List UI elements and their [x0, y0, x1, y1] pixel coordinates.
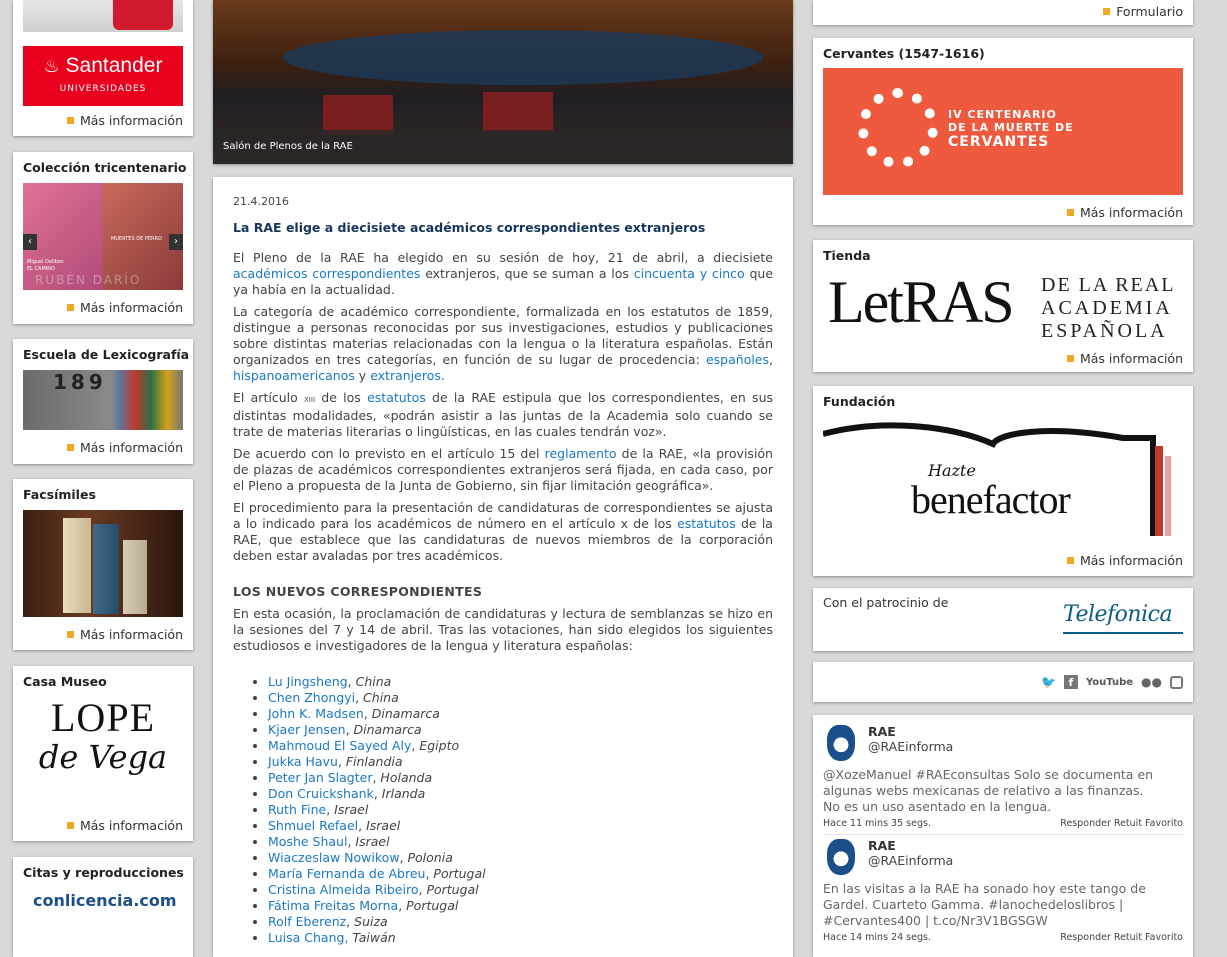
p5-text-b: de la RAE, que establece que las candidaturas de nuevos miembros de la corporación deben estar avaladas por tres académicos. [233, 516, 773, 563]
paragraph-4 [233, 446, 773, 494]
member-country: Portugal [433, 866, 486, 881]
paragraph-3 [233, 390, 773, 440]
facsimiles-box [13, 479, 193, 650]
telefonica-logo[interactable] [1063, 602, 1183, 636]
citas-title: Citas y reproducciones [23, 865, 184, 880]
member-separator: , [398, 898, 407, 913]
member-list-item [268, 914, 773, 930]
p4-text-b: de la RAE, «la provisión de plazas de académicos correspondientes extranjeros será fijada, en cada caso, por el Pleno a propuesta de la Junta de Gobierno, sin fijar limitación geográfica». [233, 446, 773, 493]
p1-text-a: El Pleno de la RAE ha elegido en su sesión de hoy, 21 de abril, a diecisiete [233, 250, 773, 265]
member-list-item [268, 802, 773, 818]
member-link[interactable]: Fátima Freitas Morna [268, 898, 399, 913]
member-separator: , [418, 882, 427, 897]
member-list-item [268, 898, 773, 914]
member-separator: , [411, 738, 420, 753]
facebook-icon[interactable]: f [1064, 675, 1078, 689]
santander-box [13, 0, 193, 136]
members-list [233, 674, 773, 946]
member-link[interactable]: Jukka Havu [268, 754, 338, 769]
member-country: Suiza [354, 914, 388, 929]
casa-museo-title: Casa Museo [23, 674, 107, 689]
tweet-time[interactable]: Hace 11 mins 35 segs. [823, 818, 931, 829]
tweet-meta [823, 932, 1183, 943]
cervantes-line3: CERVANTES [948, 134, 1050, 150]
fundacion-title: Fundación [823, 394, 896, 409]
coleccion-box [13, 152, 193, 324]
member-separator: , [355, 690, 364, 705]
benefactor-banner[interactable] [823, 416, 1183, 542]
book-left-author: Miguel Delibes [27, 259, 64, 265]
link-cincuenta-y-cinco[interactable]: cincuenta y cinco [633, 266, 745, 281]
member-separator: , [326, 802, 335, 817]
p3-text-a: El artículo [233, 390, 305, 405]
chevron-left-icon: ‹ [28, 236, 32, 247]
escuela-sign: 189 [53, 370, 107, 394]
p3-text-b: de los [315, 390, 368, 405]
member-link[interactable]: Shmuel Refael [268, 818, 359, 833]
member-separator: , [373, 786, 382, 801]
member-country: Polonia [407, 850, 453, 865]
tweet-avatar[interactable] [827, 725, 855, 761]
coleccion-carousel[interactable] [23, 183, 183, 290]
member-country: Dinamarca [353, 722, 422, 737]
member-country: Irlanda [381, 786, 426, 801]
social-box [813, 662, 1193, 702]
member-link[interactable]: Chen Zhongyi [268, 690, 356, 705]
member-link[interactable]: John K. Madsen [268, 706, 364, 721]
member-list-item [268, 690, 773, 706]
letras-logo-line3: ESPAÑOLA [1041, 320, 1168, 342]
tweet-actions[interactable]: Responder Retuit Favorito [1060, 818, 1183, 829]
link-hispanoamericanos[interactable]: hispanoamericanos [233, 368, 355, 383]
link-estatutos-2[interactable]: estatutos [677, 516, 736, 531]
paragraph-1 [233, 250, 773, 298]
escuela-more-link[interactable]: Más información [67, 440, 183, 455]
article [213, 177, 793, 957]
member-link[interactable]: Moshe Shaul [268, 834, 348, 849]
tienda-title: Tienda [823, 248, 871, 263]
tweet-time[interactable]: Hace 14 mins 24 segs. [823, 932, 931, 943]
santander-sub: UNIVERSIDADES [59, 84, 147, 94]
member-country: Israel [366, 818, 401, 833]
member-country: Taiwán [352, 930, 396, 945]
citas-box [13, 857, 193, 957]
member-list-item [268, 770, 773, 786]
p3-roman: xiii [304, 394, 316, 405]
facsimiles-title: Facsímiles [23, 487, 96, 502]
escuela-box [13, 339, 193, 464]
twitter-box [813, 715, 1193, 957]
casa-museo-box [13, 666, 193, 841]
lope-logo-top: LOPE [51, 695, 155, 740]
member-separator: , [399, 850, 408, 865]
member-link[interactable]: María Fernanda de Abreu [268, 866, 426, 881]
member-country: Israel [355, 834, 390, 849]
tweet-handle: @RAEinforma [868, 853, 954, 868]
book-footer: RUBÉN DARÍO [35, 273, 142, 287]
member-list-item [268, 674, 773, 690]
member-separator: , [345, 722, 354, 737]
escuela-image[interactable] [23, 370, 183, 430]
member-list-item [268, 754, 773, 770]
patrocinio-box [813, 588, 1193, 651]
conlicencia-logo[interactable]: conlicencia.com [33, 891, 177, 910]
member-country: Portugal [426, 882, 479, 897]
link-extranjeros[interactable]: extranjeros [370, 368, 441, 383]
tweet-name: RAE [868, 838, 896, 853]
tweet-text: En las visitas a la RAE ha sonado hoy este tango de Gardel. Cuarteto Gamma. #lanochedeloslibros | #Cervantes400 | t.co/Nr3V1BGSGW [823, 881, 1146, 928]
tweet-separator [823, 834, 1183, 835]
facsimiles-image[interactable] [23, 510, 183, 617]
tweet-avatar[interactable] [827, 839, 855, 875]
carousel-next-button[interactable] [169, 234, 183, 250]
book-left-title: EL CAMINO [27, 266, 55, 272]
article-date: 21.4.2016 [233, 195, 289, 208]
member-list-item [268, 834, 773, 850]
photo-caption: Salón de Plenos de la RAE [213, 130, 793, 164]
member-country: Finlandia [345, 754, 403, 769]
tweet-text: @XozeManuel #RAEconsultas Solo se documenta en algunas webs mexicanas de relativo a las finanzas. No es un uso asentado en la lengua. [823, 767, 1154, 814]
facsimiles-more-link[interactable]: Más información [67, 627, 183, 642]
member-country: Dinamarca [371, 706, 440, 721]
casa-museo-more-link[interactable]: Más información [67, 818, 183, 833]
tweet-author[interactable] [868, 838, 953, 868]
fundacion-more-link[interactable]: Más información [1067, 553, 1183, 568]
telefonica-logo-text: Telefonica [1063, 602, 1173, 627]
member-link[interactable]: Wiaczeslaw Nowikow [268, 850, 400, 865]
cervantes-banner[interactable] [823, 68, 1183, 195]
member-list-item [268, 786, 773, 802]
member-list-item [268, 866, 773, 882]
p5-text-a: El procedimiento para la presentación de candidaturas de correspondientes se ajusta a lo indicado para los académicos de número en el artículo x de los [233, 500, 773, 531]
member-link[interactable]: Cristina Almeida Ribeiro [268, 882, 419, 897]
member-separator: , [425, 866, 434, 881]
member-list-item [268, 850, 773, 866]
member-list-item [268, 882, 773, 898]
link-academicos-correspondientes[interactable]: académicos correspondientes [233, 266, 421, 281]
letras-logo[interactable] [823, 268, 1183, 344]
lope-logo[interactable] [23, 694, 183, 809]
fundacion-box [813, 386, 1193, 576]
escuela-title: Escuela de Lexicografía [23, 347, 190, 362]
member-country: China [363, 690, 399, 705]
tienda-more-link[interactable]: Más información [1067, 351, 1183, 366]
section-heading: LOS NUEVOS CORRESPONDIENTES [233, 584, 483, 599]
member-link[interactable]: Peter Jan Slagter [268, 770, 373, 785]
member-link[interactable]: Don Cruickshank [268, 786, 374, 801]
instagram-icon[interactable] [1170, 676, 1183, 689]
member-link[interactable]: Mahmoud El Sayed Aly [268, 738, 412, 753]
member-separator: , [347, 834, 356, 849]
salon-plenos-photo[interactable] [213, 0, 793, 164]
santander-more-link[interactable]: Más información [67, 113, 183, 128]
cervantes-line1: IV CENTENARIO [948, 108, 1057, 121]
benefactor-line2: benefactor [911, 477, 1070, 522]
member-link[interactable]: Ruth Fine [268, 802, 327, 817]
santander-top-image[interactable] [23, 0, 183, 32]
cervantes-title: Cervantes (1547-1616) [823, 46, 985, 61]
tienda-box [813, 240, 1193, 372]
member-separator: , [363, 706, 372, 721]
member-separator: , [347, 674, 356, 689]
tweet-actions[interactable]: Responder Retuit Favorito [1060, 932, 1183, 943]
member-country: Holanda [380, 770, 433, 785]
patrocinio-label: Con el patrocinio de [823, 595, 949, 610]
tweet-name: RAE [868, 724, 896, 739]
member-list-item [268, 818, 773, 834]
flame-icon: ♨ [43, 56, 60, 76]
p1-text-c: que ya había en la actualidad. [233, 266, 774, 297]
member-list-item [268, 930, 773, 946]
letras-logo-line2: ACADEMIA [1041, 297, 1173, 319]
paragraph-6: En esta ocasión, la proclamación de candidaturas y lectura de semblanzas se hizo en la sesiones del 7 y 14 de abril. Tras las votaciones, han sido elegidos los siguientes estudiosos e investigadores de la lengua y literatura españolas: [233, 606, 773, 653]
p2-text-c: y [354, 368, 371, 383]
lope-logo-bottom: de Vega [38, 738, 168, 776]
letras-logo-line1: DE LA REAL [1041, 274, 1176, 296]
member-link[interactable]: Rolf Eberenz [268, 914, 347, 929]
member-separator: , [346, 914, 355, 929]
member-list-item [268, 706, 773, 722]
link-reglamento[interactable]: reglamento [544, 446, 617, 461]
link-estatutos[interactable]: estatutos [367, 390, 426, 405]
tweet-handle: @RAEinforma [868, 739, 954, 754]
benefactor-line1: Hazte [928, 461, 976, 480]
article-headline: La RAE elige a diecisiete académicos correspondientes extranjeros [233, 220, 706, 235]
member-link[interactable]: Kjaer Jensen [268, 722, 346, 737]
cervantes-line2: DE LA MUERTE DE [948, 121, 1074, 134]
member-separator: , [337, 754, 346, 769]
cervantes-more-link[interactable]: Más información [1067, 205, 1183, 220]
youtube-icon[interactable]: YouTube [1085, 676, 1134, 688]
member-list-item [268, 722, 773, 738]
tweet-meta [823, 818, 1183, 829]
carousel-prev-button[interactable] [23, 234, 37, 250]
cervantes-logo-icon [858, 88, 938, 168]
formulario-link[interactable]: Formulario [1103, 4, 1183, 19]
cervantes-box [813, 38, 1193, 225]
link-espanoles[interactable]: españoles [705, 352, 770, 367]
p2-text-b: , [769, 352, 773, 367]
p1-text-b: extranjeros, que se suman a los [420, 266, 634, 281]
twitter-icon[interactable]: 🐦 [1040, 675, 1056, 689]
member-country: Egipto [419, 738, 460, 753]
flickr-icon[interactable]: ●● [1141, 675, 1162, 689]
formulario-box [813, 0, 1193, 25]
p3-text-c: de la RAE estipula que los correspondientes, en sus distintas modalidades, «podrán asistir a las juntas de la Academia solo cuando se trate de materias literarias o lingüísticas, en las cuales tendrán voz». [233, 390, 774, 439]
santander-banner[interactable] [23, 46, 183, 106]
tweet-author[interactable] [868, 724, 953, 754]
member-separator: , [372, 770, 381, 785]
p2-text-a: La categoría de académico correspondiente, formalizada en los estatutos de 1859, distingue a personas reconocidas por sus investigaciones, estudios y publicaciones sobre distintas materias relacionadas con la lengua o la literatura españolas. Están organizados en tres categorías, en función de su lugar de procedencia: [233, 304, 773, 367]
p4-text-a: De acuerdo con lo previsto en el artículo 15 del [233, 446, 545, 461]
coleccion-title: Colección tricentenario [23, 160, 187, 175]
letras-logo-big: LetRAS [828, 269, 1013, 335]
p2-text-d: . [440, 368, 445, 383]
paragraph-2 [233, 304, 773, 384]
santander-brand: Santander [65, 54, 163, 77]
member-link[interactable]: Luisa Chang, [268, 930, 349, 945]
member-country: China [355, 674, 392, 689]
member-separator: , [358, 818, 367, 833]
member-link[interactable]: Lu Jingsheng [268, 674, 348, 689]
member-country: Portugal [406, 898, 459, 913]
chevron-right-icon: › [174, 236, 178, 247]
paragraph-5 [233, 500, 773, 564]
member-country: Israel [334, 802, 369, 817]
coleccion-more-link[interactable]: Más información [67, 300, 183, 315]
member-list-item [268, 738, 773, 754]
book-right-title: MUERTES DE PERRO [111, 236, 162, 242]
